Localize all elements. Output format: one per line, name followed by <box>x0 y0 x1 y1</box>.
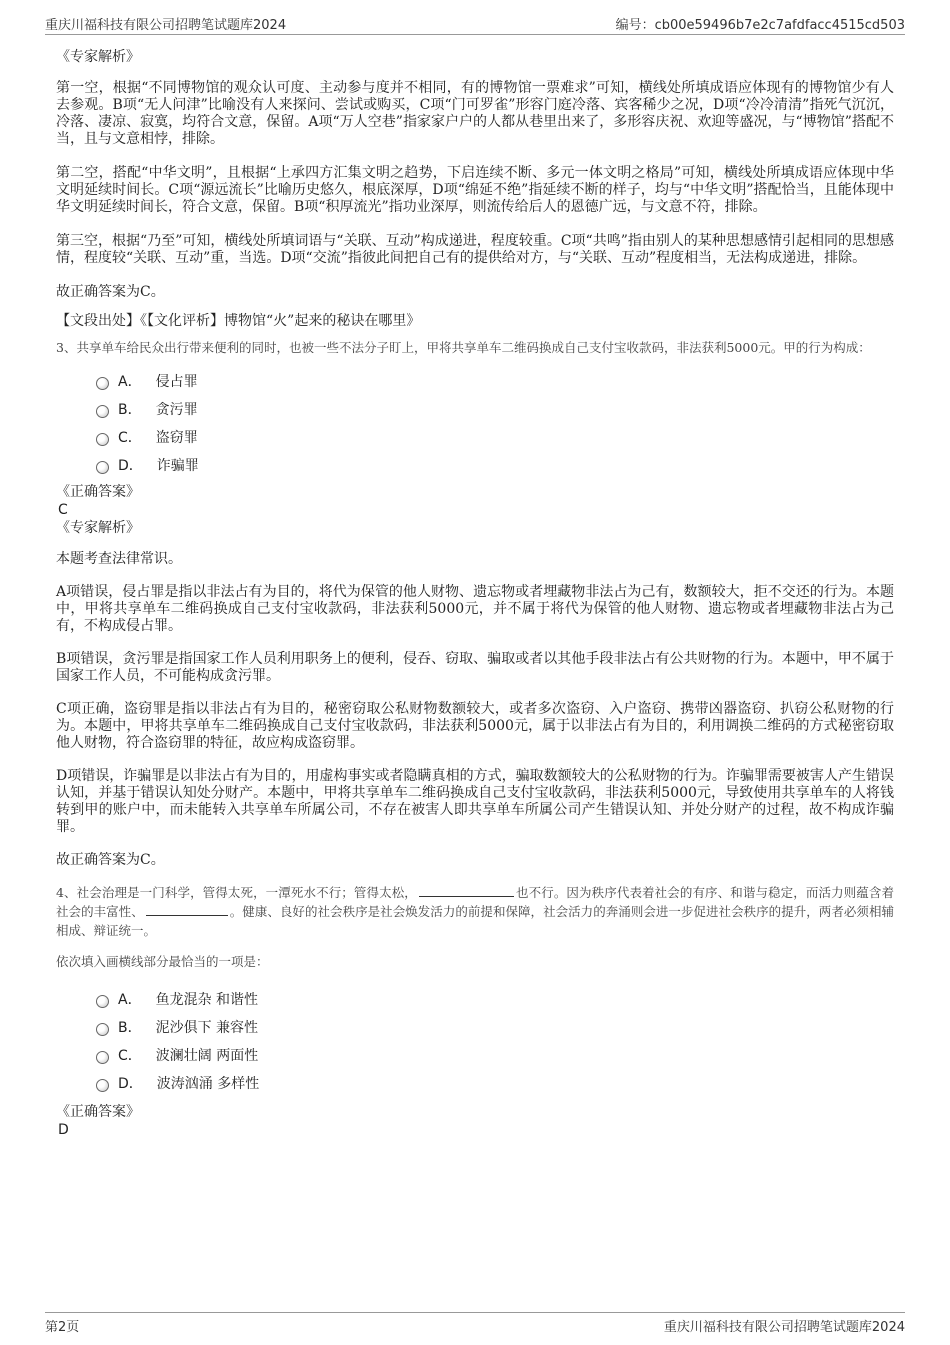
fill-blank-2 <box>146 903 228 916</box>
footer-company: 重庆川福科技有限公司招聘笔试题库2024 <box>663 1320 905 1335</box>
header-company: 重庆川福科技有限公司招聘笔试题库2024 <box>45 18 287 33</box>
q2-analysis-label: 《专家解析》 <box>56 49 140 65</box>
q2-analysis-p2: 第二空，搭配“中华文明”，且根据“上承四方汇集文明之趋势，下启连续不断、多元一体文明之格局”可知，横线处所填成语应体现中华文明延续时间长。C项“源远流长”比喻历史悠久，根底深厚，D项“绵延不绝”指延续不断的样子，均与“中华文明”搭配恰当，且能体现中华文明延续时间长，符合文意，保留。B项“积厚流光”指功业深厚，则流传给后人的恩德广远，与文意不符，排除。 <box>56 165 894 215</box>
q2-analysis-p1: 第一空，根据“不同博物馆的观众认可度、主动参与度并不相同，有的博物馆一票难求”可知，横线处所填成语应体现有的博物馆少有人去参观。B项“无人问津”比喻没有人来探问、尝试或购买，C项“门可罗雀”形容门庭冷落、宾客稀少之况，D项“冷冷清清”指死气沉沉，冷落、凄凉、寂寞，均符合文意，保留。A项“万人空巷”指家家户户的人都从巷里出来了，多形容庆祝、欢迎等盛况，与“博物馆”搭配不当，且与文意相悖，排除。 <box>56 80 894 147</box>
radio-icon[interactable] <box>96 1023 109 1036</box>
q4-question: 4、社会治理是一门科学，管得太死，一潭死水不行；管得太松， 也不行。因为秩序代表着社会的有序、和谐与稳定，而活力则蕴含着社会的丰富性、 。健康、良好的社会秩序是社会焕发活力的前提和保障，社会活力的奔涌则会进一步促进社会秩序的提升，两者必须相辅相成、辩证统一。 <box>56 885 894 938</box>
q3-analysis-label: 《专家解析》 <box>56 520 140 536</box>
q4-option-a[interactable]: A． 鱼龙混杂 和谐性 <box>96 985 894 1013</box>
page-header <box>45 12 905 35</box>
q3-options <box>56 367 894 479</box>
page-footer <box>45 1312 905 1335</box>
radio-icon[interactable] <box>96 1079 109 1092</box>
q4-option-d[interactable]: D． 波涛汹涌 多样性 <box>96 1069 894 1097</box>
radio-icon[interactable] <box>96 995 109 1008</box>
q3-conclusion: 故正确答案为C。 <box>56 852 165 868</box>
q3-answer: C <box>58 502 68 518</box>
q3-analysis-c: C项正确，盗窃罪是指以非法占有为目的，秘密窃取公私财物数额较大，或者多次盗窃、入户盗窃、携带凶器盗窃、扒窃公私财物的行为。本题中，甲将共享单车二维码换成自己支付宝收款码，非法获利5000元，属于以非法占有为目的，利用调换二维码的方式秘密窃取他人财物，符合盗窃罪的特征，故应构成盗窃罪。 <box>56 701 894 751</box>
header-code: 编号：cb00e59496b7e2c7afdfacc4515cd503 <box>615 18 905 33</box>
q3-option-a[interactable]: A． 侵占罪 <box>96 367 894 395</box>
radio-icon[interactable] <box>96 377 109 390</box>
q2-source: 【文段出处】《【文化评析】博物馆“火”起来的秘诀在哪里》 <box>56 313 421 329</box>
radio-icon[interactable] <box>96 433 109 446</box>
q4-options <box>56 985 894 1097</box>
q3-intro: 本题考查法律常识。 <box>56 551 182 567</box>
q4-answer-label: 《正确答案》 <box>56 1104 140 1120</box>
q3-option-d[interactable]: D． 诈骗罪 <box>96 451 894 479</box>
q3-answer-label: 《正确答案》 <box>56 484 140 500</box>
radio-icon[interactable] <box>96 461 109 474</box>
q3-analysis-d: D项错误，诈骗罪是以非法占有为目的，用虚构事实或者隐瞒真相的方式，骗取数额较大的公私财物的行为。诈骗罪需要被害人产生错误认知，并基于错误认知处分财产。本题中，甲将共享单车二维码换成自己支付宝收款码，非法获利5000元，导致使用共享单车的人将钱转到甲的账户中，而未能转入共享单车所属公司，不存在被害人即共享单车所属公司产生错误认知、并处分财产的过程，故不构成诈骗罪。 <box>56 768 894 835</box>
q3-question: 3、共享单车给民众出行带来便利的同时，也被一些不法分子盯上，甲将共享单车二维码换成自己支付宝收款码，非法获利5000元。甲的行为构成： <box>56 340 871 355</box>
q3-option-b[interactable]: B． 贪污罪 <box>96 395 894 423</box>
footer-page-number: 第2页 <box>45 1320 80 1335</box>
q3-option-c[interactable]: C． 盗窃罪 <box>96 423 894 451</box>
q3-analysis-b: B项错误，贪污罪是指国家工作人员利用职务上的便利，侵吞、窃取、骗取或者以其他手段非法占有公共财物的行为。本题中，甲不属于国家工作人员，不可能构成贪污罪。 <box>56 651 894 684</box>
page-content <box>56 44 894 1139</box>
q4-option-c[interactable]: C． 波澜壮阔 两面性 <box>96 1041 894 1069</box>
q3-analysis-a: A项错误，侵占罪是指以非法占有为目的，将代为保管的他人财物、遗忘物或者埋藏物非法占为己有，数额较大，拒不交还的行为。本题中，甲将共享单车二维码换成自己支付宝收款码，非法获利5000元，并不属于将代为保管的他人财物、遗忘物或者埋藏物非法占为己有，不构成侵占罪。 <box>56 584 894 634</box>
q2-conclusion: 故正确答案为C。 <box>56 284 165 300</box>
radio-icon[interactable] <box>96 405 109 418</box>
q2-analysis-p3: 第三空，根据“乃至”可知，横线处所填词语与“关联、互动”构成递进，程度较重。C项“共鸣”指由别人的某种思想感情引起相同的思想感情，程度较“关联、互动”重，当选。D项“交流”指彼此间把自己有的提供给对方，与“关联、互动”程度相当，无法构成递进，排除。 <box>56 233 894 266</box>
q4-instruction: 依次填入画横线部分最恰当的一项是： <box>56 954 269 969</box>
fill-blank-1 <box>419 884 514 897</box>
radio-icon[interactable] <box>96 1051 109 1064</box>
q4-option-b[interactable]: B． 泥沙俱下 兼容性 <box>96 1013 894 1041</box>
q4-answer: D <box>58 1122 69 1138</box>
